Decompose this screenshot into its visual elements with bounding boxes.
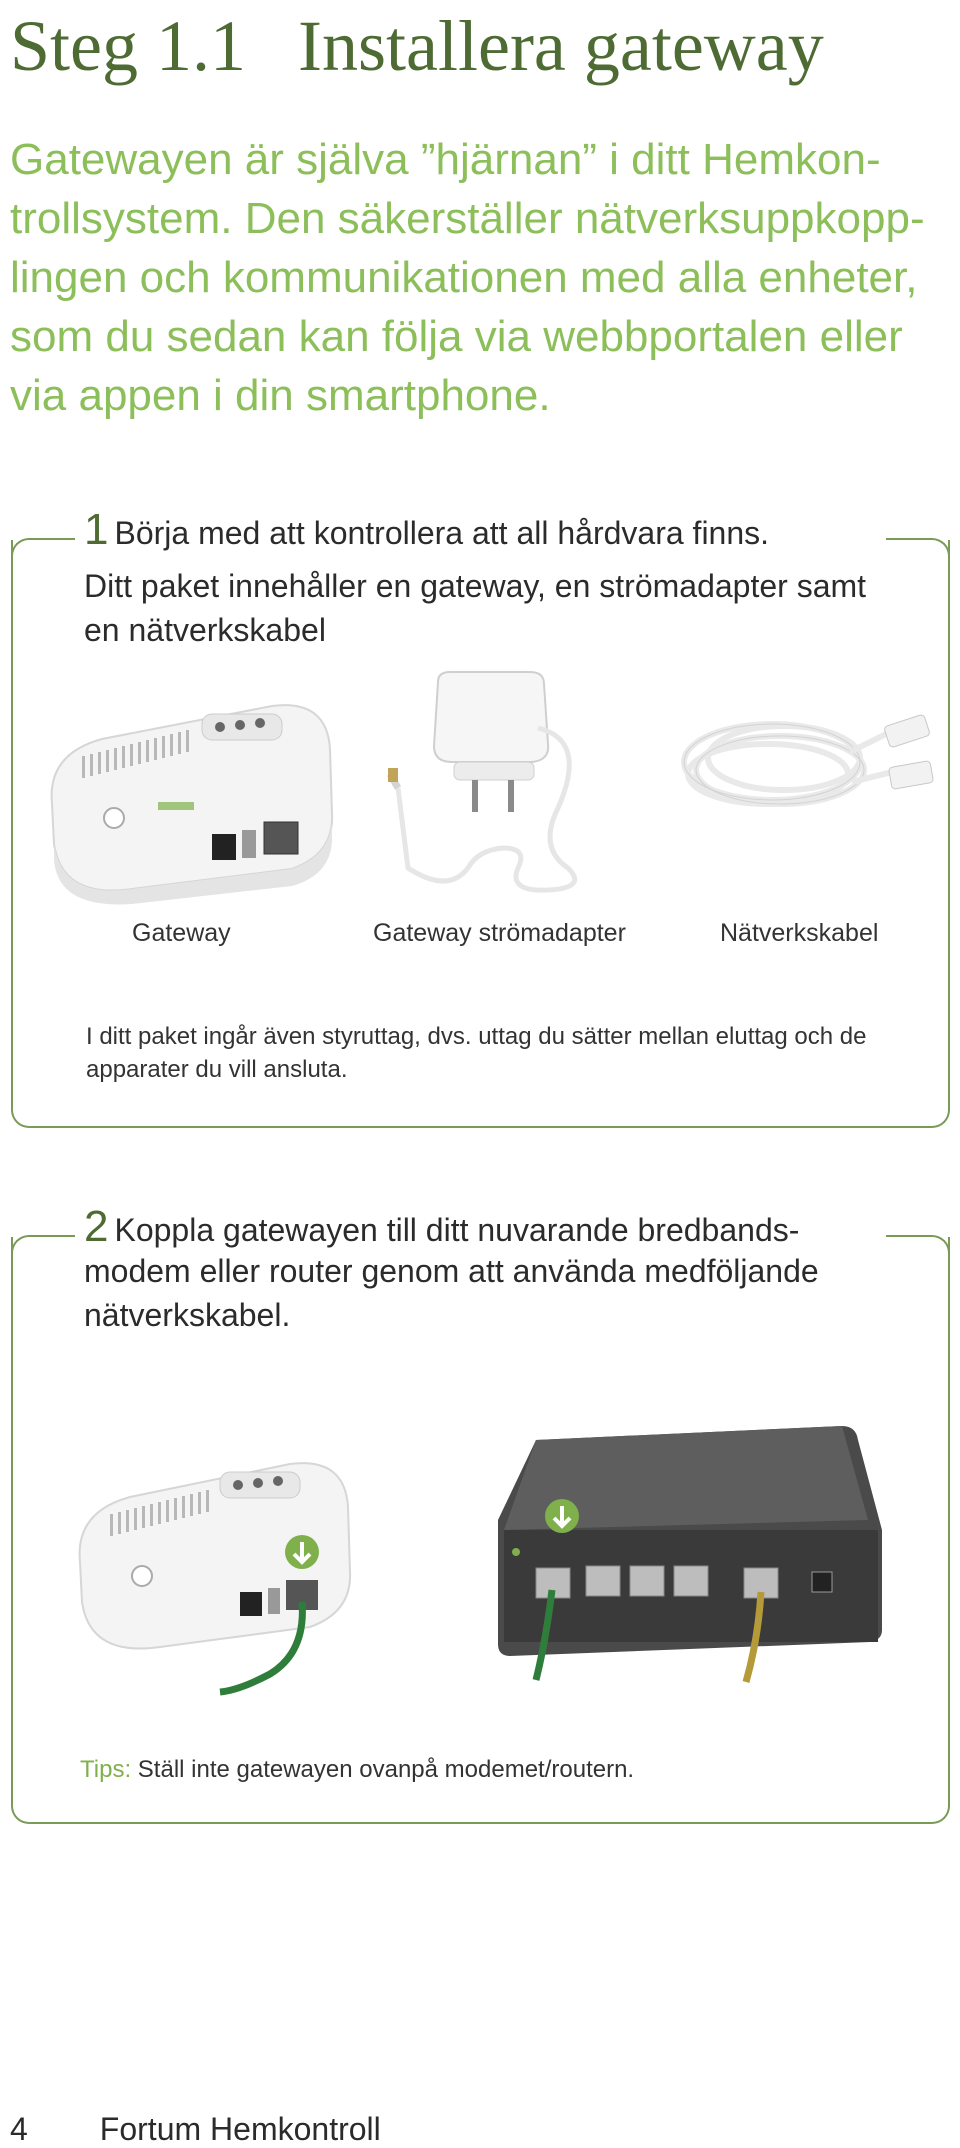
tip	[80, 1755, 634, 1785]
caption-gateway: Gateway	[132, 919, 231, 947]
tip-label: Tips:	[80, 1756, 132, 1783]
footer-product: Fortum Hemkontroll	[99, 2111, 381, 2147]
step-1-title: Börja med att kontrollera att all hårdvara finns.	[114, 515, 770, 551]
page-title	[10, 4, 824, 88]
step-1-subtitle: Ditt paket innehåller en gateway, en strömadapter samt en nätverkskabel	[84, 568, 867, 648]
step-2-title: Koppla gatewayen till ditt nuvarande bredbands-	[114, 1212, 800, 1248]
modem-router-image	[496, 1420, 882, 1695]
power-adapter-image	[388, 668, 598, 900]
step-2-heading	[84, 1202, 800, 1252]
network-cable-image	[680, 712, 940, 834]
gateway-image	[42, 694, 342, 894]
box-corner-right	[886, 538, 950, 562]
title-text: Installera gateway	[298, 6, 824, 86]
step-1-heading	[84, 505, 770, 555]
box-corner-right	[886, 1235, 950, 1259]
box-corner-left	[11, 1235, 75, 1259]
page-number: 4	[10, 2111, 28, 2147]
caption-power-adapter: Gateway strömadapter	[373, 919, 626, 947]
page-footer	[10, 2110, 381, 2148]
step-2-subtitle: modem eller router genom att använda medföljande nätverkskabel.	[84, 1253, 819, 1333]
step-2-number: 2	[84, 1202, 109, 1251]
step-1-number: 1	[84, 505, 109, 554]
step-number: Steg 1.1	[10, 6, 247, 86]
tip-text: Ställ inte gatewayen ovanpå modemet/routern.	[131, 1756, 635, 1783]
gateway-connected-image	[70, 1452, 360, 1692]
box-corner-left	[11, 538, 75, 562]
caption-network-cable: Nätverkskabel	[720, 919, 879, 947]
intro-paragraph: Gatewayen är själva ”hjärnan” i ditt Hemkon-trollsystem. Den säkerställer nätverksuppkopp-lingen och kommunikationen med alla enheter, som du sedan kan följa via webbportalen eller via appen i din smartphone.	[10, 135, 925, 420]
step-1-note: I ditt paket ingår även styruttag, dvs. uttag du sätter mellan eluttag och de apparater du vill ansluta.	[86, 1023, 867, 1083]
